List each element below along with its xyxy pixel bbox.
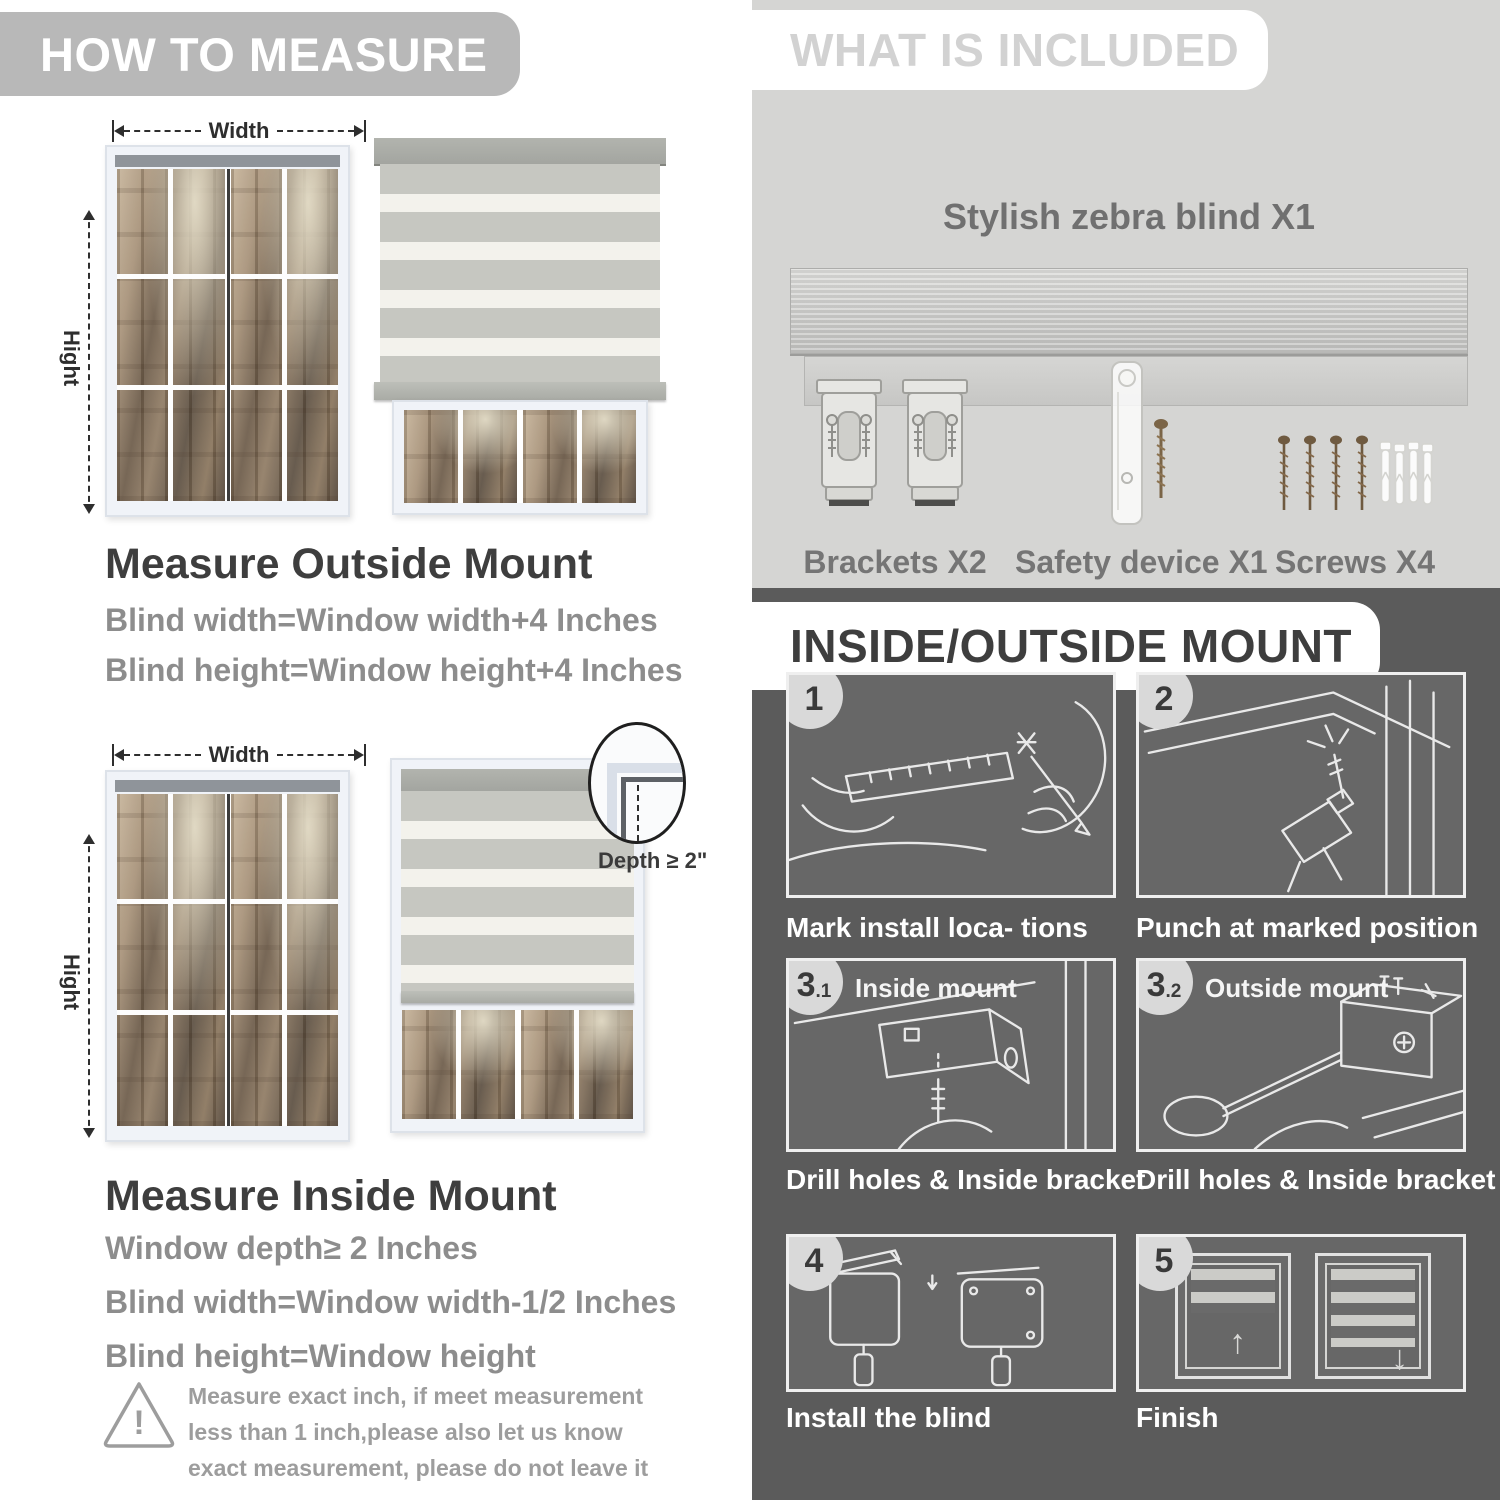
height-arrow-outside [88, 212, 90, 512]
width-label: Width [208, 118, 270, 143]
window-muntins [231, 169, 339, 501]
width-label: Width [208, 742, 270, 767]
how-to-measure-header [0, 12, 520, 96]
arrow-left-icon [114, 749, 124, 761]
arrow-up-icon: ↑ [1229, 1323, 1246, 1361]
arrow-down-icon: ↓ [1391, 1339, 1408, 1377]
step-title-outside-mount: Outside mount [1205, 973, 1389, 1003]
step-number: 4 [804, 1241, 824, 1280]
window-casement [402, 1010, 515, 1119]
warning-triangle-icon [100, 1378, 178, 1450]
measure-note-text: Measure exact inch, if meet measurement less than 1 inch,please also let us know exact measurement, please do not leave it [188, 1383, 649, 1481]
step-panel-2 [1136, 672, 1466, 898]
step-number: 1 [804, 679, 824, 718]
height-label-outside: Hight [59, 330, 84, 387]
window-glass [404, 410, 636, 503]
arrow-right-icon [354, 749, 364, 761]
step-caption-3-2: Drill holes & Inside bracket [1136, 1164, 1496, 1195]
blind-fabric-stripes [380, 164, 660, 382]
arrow-left-icon [114, 125, 124, 137]
blind-stripes [1191, 1269, 1275, 1313]
dash-line [124, 130, 201, 132]
height-arrow-inside [88, 836, 90, 1136]
how-to-measure-title: HOW TO MEASURE [40, 27, 488, 81]
outside-mount-line2: Blind height=Window height+4 Inches [105, 652, 683, 688]
step-title-inside-mount: Inside mount [855, 973, 1017, 1003]
safety-device-label: Safety device X1 [1015, 544, 1268, 580]
arrow-down-icon [83, 504, 95, 514]
step-panel-3-2 [1136, 958, 1466, 1152]
blind-illustration-outside [374, 138, 666, 515]
blind-frame [1325, 1263, 1421, 1377]
step-panel-1 [786, 672, 1116, 898]
frame-corner-inner [621, 777, 686, 844]
screws-icon [1276, 432, 1436, 525]
step-panel-3-1 [786, 958, 1116, 1152]
step-number: 5 [1154, 1241, 1174, 1280]
window-casement [117, 169, 225, 501]
what-is-included-header [752, 10, 1268, 90]
inside-mount-line2: Blind width=Window width-1/2 Inches [105, 1284, 677, 1320]
window-lintel [115, 155, 340, 167]
window-muntins [402, 1010, 515, 1119]
finished-blind-up [1175, 1253, 1291, 1379]
safety-device-icon [1104, 358, 1150, 535]
warning-mark: ! [133, 1404, 145, 1442]
outside-mount-line1: Blind width=Window width+4 Inches [105, 602, 658, 638]
mount-guide-title: INSIDE/OUTSIDE MOUNT [790, 620, 1353, 672]
window-lintel [115, 780, 340, 792]
step-number: 3 [1146, 965, 1166, 1004]
screws-label: Screws X4 [1274, 544, 1436, 580]
blind-cassette [374, 138, 666, 164]
arrow-down-icon [83, 1128, 95, 1138]
step-number: 3 [796, 965, 816, 1004]
depth-detail-magnifier [588, 722, 686, 844]
blind-frame [1185, 1263, 1281, 1369]
window-illustration-outside [105, 145, 350, 517]
depth-label: Depth ≥ 2" [598, 848, 708, 873]
window-glass [117, 794, 338, 1126]
window-muntins [231, 794, 339, 1126]
safety-screw-icon [1152, 418, 1170, 507]
bracket-icon [898, 372, 972, 521]
height-label-inside: Hight [59, 954, 84, 1011]
window-casement [117, 794, 225, 1126]
bracket-icon [812, 372, 886, 521]
step-caption-3-1: Drill holes & Inside bracket [786, 1164, 1146, 1195]
arrow-up-icon [83, 834, 95, 844]
blind-item-label: Stylish zebra blind X1 [942, 196, 1316, 237]
step-caption-1: Mark install loca- tions [786, 912, 1088, 943]
inside-mount-heading: Measure Inside Mount [105, 1172, 557, 1220]
step-caption-4: Install the blind [786, 1402, 992, 1433]
arrow-up-icon [83, 210, 95, 220]
zebra-blind-cassette-image [790, 268, 1468, 354]
step-number-sub: .1 [815, 981, 832, 1002]
window-casement [231, 169, 339, 501]
window-muntins [117, 169, 225, 501]
window-muntins [521, 1010, 634, 1119]
what-is-included-title: WHAT IS INCLUDED [790, 24, 1240, 76]
step-panel-5 [1136, 1234, 1466, 1392]
depth-dashed-line [637, 785, 639, 841]
dash-line [124, 754, 201, 756]
width-arrow-outside [112, 120, 366, 142]
step-number: 2 [1154, 679, 1174, 718]
blind-bottom-rail [374, 382, 666, 400]
step-panel-4 [786, 1234, 1116, 1392]
window-casement [231, 794, 339, 1126]
window-casement [521, 1010, 634, 1119]
window-muntins [523, 410, 636, 503]
dash-line [277, 754, 354, 756]
blind-bottom-rail [401, 991, 634, 1003]
step-number-sub: .2 [1165, 981, 1182, 1002]
finished-blind-down [1315, 1253, 1431, 1379]
window-muntins [117, 794, 225, 1126]
window-casement [523, 410, 636, 503]
window-below-blind [392, 400, 648, 515]
dash-line [277, 130, 354, 132]
outside-mount-heading: Measure Outside Mount [105, 540, 593, 588]
window-mullion [227, 794, 230, 1126]
window-muntins [404, 410, 517, 503]
arrow-right-icon [354, 125, 364, 137]
window-glass [117, 169, 338, 501]
inside-mount-line3: Blind height=Window height [105, 1338, 536, 1374]
blind-stripes [1331, 1269, 1415, 1347]
step-caption-5: Finish [1136, 1402, 1219, 1433]
step-caption-2: Punch at marked position [1136, 912, 1479, 943]
window-mullion [227, 169, 230, 501]
window-illustration-inside [105, 770, 350, 1142]
width-arrow-inside [112, 744, 366, 766]
inside-mount-line1: Window depth≥ 2 Inches [105, 1230, 478, 1266]
brackets-label: Brackets X2 [803, 544, 987, 580]
window-casement [404, 410, 517, 503]
window-glass [402, 1010, 633, 1119]
